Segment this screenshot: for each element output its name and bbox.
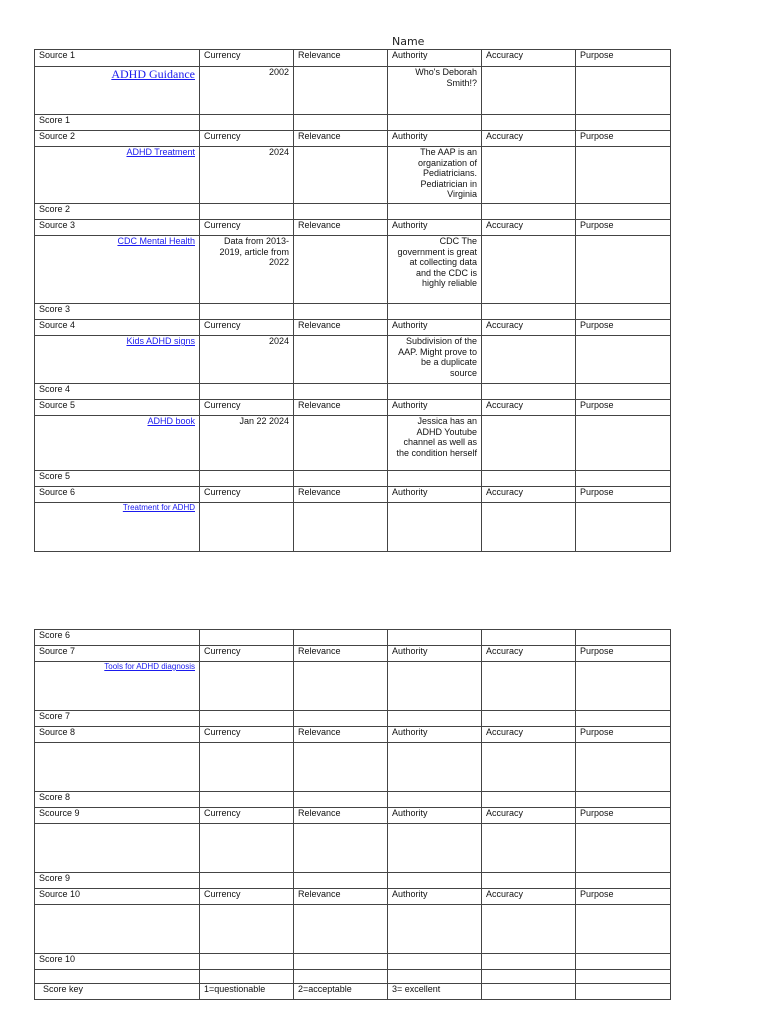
score-cell[interactable] [388, 873, 482, 889]
score-cell[interactable] [482, 792, 576, 808]
relevance-value[interactable] [294, 905, 388, 954]
accuracy-value[interactable] [482, 416, 576, 471]
authority-header: Authority [388, 220, 482, 236]
source-link[interactable]: CDC Mental Health [117, 236, 195, 246]
relevance-value[interactable] [294, 416, 388, 471]
authority-value: The AAP is an organization of Pediatricians. Pediatrician in Virginia [388, 147, 482, 204]
empty-cell [388, 970, 482, 984]
score-cell[interactable] [576, 115, 671, 131]
score-label: Score 5 [35, 471, 200, 487]
purpose-value[interactable] [576, 67, 671, 115]
source-link[interactable]: Kids ADHD signs [126, 336, 195, 346]
empty-cell [200, 970, 294, 984]
purpose-value[interactable] [576, 905, 671, 954]
score-cell[interactable] [388, 711, 482, 727]
empty-cell [294, 970, 388, 984]
relevance-header: Relevance [294, 220, 388, 236]
authority-value: Subdivision of the AAP. Might prove to be a duplicate source [388, 336, 482, 384]
empty-cell [482, 984, 576, 1000]
source-link-cell [35, 336, 200, 384]
relevance-value[interactable] [294, 147, 388, 204]
authority-value[interactable] [388, 662, 482, 711]
accuracy-header: Accuracy [482, 320, 576, 336]
score-key-questionable: 1=questionable [200, 984, 294, 1000]
score-cell[interactable] [482, 304, 576, 320]
score-cell[interactable] [576, 792, 671, 808]
currency-value: Data from 2013-2019, article from 2022 [200, 236, 294, 304]
source-link-cell[interactable] [35, 743, 200, 792]
source-label: Source 6 [35, 487, 200, 503]
currency-value: Jan 22 2024 [200, 416, 294, 471]
source-label: Source 2 [35, 131, 200, 147]
currency-value: 2024 [200, 147, 294, 204]
authority-header: Authority [388, 320, 482, 336]
score-key-excellent: 3= excellent [388, 984, 482, 1000]
score-label: Score 6 [35, 630, 200, 646]
relevance-value[interactable] [294, 336, 388, 384]
accuracy-header: Accuracy [482, 220, 576, 236]
authority-header: Authority [388, 889, 482, 905]
source-header-row [35, 320, 671, 336]
score-cell[interactable] [200, 630, 294, 646]
score-row [35, 304, 671, 320]
source-label: Source 4 [35, 320, 200, 336]
authority-value: Jessica has an ADHD Youtube channel as well as the condition herself [388, 416, 482, 471]
score-row [35, 471, 671, 487]
source-header-row [35, 808, 671, 824]
authority-header: Authority [388, 400, 482, 416]
purpose-header: Purpose [576, 320, 671, 336]
currency-header: Currency [200, 646, 294, 662]
currency-header: Currency [200, 487, 294, 503]
currency-value[interactable] [200, 503, 294, 552]
empty-cell [576, 984, 671, 1000]
source-content-row [35, 824, 671, 873]
score-label: Score 2 [35, 204, 200, 220]
source-header-row [35, 50, 671, 67]
source-link-cell [35, 416, 200, 471]
evaluation-table-page-2 [34, 629, 671, 1000]
empty-cell [35, 970, 200, 984]
source-header-row [35, 487, 671, 503]
source-header-row [35, 220, 671, 236]
accuracy-header: Accuracy [482, 50, 576, 67]
purpose-value[interactable] [576, 416, 671, 471]
source-label: Scource 9 [35, 808, 200, 824]
score-cell[interactable] [200, 471, 294, 487]
score-row [35, 630, 671, 646]
score-cell[interactable] [294, 204, 388, 220]
currency-header: Currency [200, 320, 294, 336]
score-cell[interactable] [576, 471, 671, 487]
score-label: Score 1 [35, 115, 200, 131]
score-cell[interactable] [482, 471, 576, 487]
authority-value[interactable] [388, 743, 482, 792]
score-label: Score 9 [35, 873, 200, 889]
score-cell[interactable] [388, 630, 482, 646]
currency-value: 2002 [200, 67, 294, 115]
score-row [35, 711, 671, 727]
name-label: Name [392, 35, 425, 48]
currency-header: Currency [200, 808, 294, 824]
score-cell[interactable] [200, 384, 294, 400]
relevance-value[interactable] [294, 824, 388, 873]
currency-header: Currency [200, 727, 294, 743]
score-key-label: Score key [35, 984, 200, 1000]
accuracy-header: Accuracy [482, 808, 576, 824]
relevance-header: Relevance [294, 889, 388, 905]
accuracy-header: Accuracy [482, 131, 576, 147]
purpose-header: Purpose [576, 131, 671, 147]
accuracy-header: Accuracy [482, 646, 576, 662]
authority-header: Authority [388, 50, 482, 67]
relevance-value[interactable] [294, 743, 388, 792]
currency-value[interactable] [200, 824, 294, 873]
score-cell[interactable] [482, 384, 576, 400]
authority-header: Authority [388, 487, 482, 503]
score-row [35, 873, 671, 889]
empty-cell [576, 970, 671, 984]
accuracy-header: Accuracy [482, 487, 576, 503]
currency-value: 2024 [200, 336, 294, 384]
currency-header: Currency [200, 400, 294, 416]
score-cell[interactable] [294, 304, 388, 320]
score-cell[interactable] [576, 954, 671, 970]
currency-header: Currency [200, 50, 294, 67]
source-link[interactable]: ADHD Guidance [111, 67, 195, 81]
source-label: Source 1 [35, 50, 200, 67]
score-key-acceptable: 2=acceptable [294, 984, 388, 1000]
relevance-header: Relevance [294, 50, 388, 67]
score-label: Score 4 [35, 384, 200, 400]
score-cell[interactable] [576, 711, 671, 727]
relevance-header: Relevance [294, 727, 388, 743]
score-row [35, 384, 671, 400]
source-link-cell [35, 67, 200, 115]
score-row [35, 115, 671, 131]
source-label: Source 5 [35, 400, 200, 416]
score-cell[interactable] [294, 115, 388, 131]
source-link[interactable]: Tools for ADHD diagnosis [104, 662, 195, 671]
score-cell[interactable] [294, 630, 388, 646]
empty-cell [482, 970, 576, 984]
source-content-row [35, 416, 671, 471]
score-cell[interactable] [294, 384, 388, 400]
accuracy-value[interactable] [482, 67, 576, 115]
source-header-row [35, 646, 671, 662]
purpose-value[interactable] [576, 236, 671, 304]
source-link-cell [35, 662, 200, 711]
relevance-header: Relevance [294, 487, 388, 503]
score-cell[interactable] [200, 954, 294, 970]
source-content-row [35, 662, 671, 711]
score-row [35, 954, 671, 970]
score-cell[interactable] [200, 792, 294, 808]
accuracy-value[interactable] [482, 236, 576, 304]
score-cell[interactable] [388, 204, 482, 220]
source-link-cell[interactable] [35, 905, 200, 954]
purpose-value[interactable] [576, 662, 671, 711]
relevance-value[interactable] [294, 67, 388, 115]
score-cell[interactable] [200, 115, 294, 131]
score-cell[interactable] [200, 304, 294, 320]
authority-header: Authority [388, 727, 482, 743]
score-cell[interactable] [388, 384, 482, 400]
source-content-row [35, 236, 671, 304]
score-cell[interactable] [482, 873, 576, 889]
purpose-header: Purpose [576, 646, 671, 662]
source-header-row [35, 131, 671, 147]
source-label: Source 10 [35, 889, 200, 905]
evaluation-table-page-1 [34, 49, 671, 552]
purpose-header: Purpose [576, 487, 671, 503]
score-cell[interactable] [388, 115, 482, 131]
relevance-header: Relevance [294, 646, 388, 662]
score-label: Score 3 [35, 304, 200, 320]
score-row [35, 204, 671, 220]
score-cell[interactable] [576, 384, 671, 400]
score-cell[interactable] [294, 471, 388, 487]
source-content-row [35, 147, 671, 204]
purpose-header: Purpose [576, 889, 671, 905]
score-cell[interactable] [576, 204, 671, 220]
accuracy-value[interactable] [482, 824, 576, 873]
purpose-value[interactable] [576, 824, 671, 873]
score-cell[interactable] [294, 792, 388, 808]
score-label: Score 7 [35, 711, 200, 727]
score-cell[interactable] [388, 471, 482, 487]
currency-header: Currency [200, 220, 294, 236]
accuracy-value[interactable] [482, 905, 576, 954]
currency-value[interactable] [200, 905, 294, 954]
score-cell[interactable] [576, 304, 671, 320]
source-content-row [35, 67, 671, 115]
currency-value[interactable] [200, 662, 294, 711]
score-label: Score 10 [35, 954, 200, 970]
currency-header: Currency [200, 889, 294, 905]
accuracy-header: Accuracy [482, 727, 576, 743]
source-link[interactable]: ADHD book [147, 416, 195, 426]
purpose-value[interactable] [576, 743, 671, 792]
score-cell[interactable] [482, 204, 576, 220]
source-link[interactable]: Treatment for ADHD [122, 503, 195, 512]
score-cell[interactable] [388, 304, 482, 320]
authority-value: Who's Deborah Smith!? [388, 67, 482, 115]
relevance-header: Relevance [294, 400, 388, 416]
source-label: Source 3 [35, 220, 200, 236]
relevance-header: Relevance [294, 320, 388, 336]
accuracy-value[interactable] [482, 743, 576, 792]
relevance-value[interactable] [294, 236, 388, 304]
source-content-row [35, 336, 671, 384]
source-header-row [35, 400, 671, 416]
relevance-header: Relevance [294, 808, 388, 824]
score-cell[interactable] [200, 711, 294, 727]
accuracy-value[interactable] [482, 503, 576, 552]
authority-value: CDC The government is great at collecting data and the CDC is highly reliable [388, 236, 482, 304]
source-header-row [35, 727, 671, 743]
source-link-cell [35, 503, 200, 552]
authority-value[interactable] [388, 503, 482, 552]
accuracy-header: Accuracy [482, 400, 576, 416]
purpose-value[interactable] [576, 147, 671, 204]
authority-value[interactable] [388, 905, 482, 954]
score-cell[interactable] [294, 873, 388, 889]
source-link[interactable]: ADHD Treatment [126, 147, 195, 157]
score-cell[interactable] [576, 873, 671, 889]
purpose-header: Purpose [576, 727, 671, 743]
score-label: Score 8 [35, 792, 200, 808]
score-cell[interactable] [200, 204, 294, 220]
accuracy-header: Accuracy [482, 889, 576, 905]
relevance-value[interactable] [294, 503, 388, 552]
relevance-header: Relevance [294, 131, 388, 147]
score-cell[interactable] [294, 711, 388, 727]
accuracy-value[interactable] [482, 336, 576, 384]
currency-header: Currency [200, 131, 294, 147]
score-cell[interactable] [388, 954, 482, 970]
purpose-header: Purpose [576, 50, 671, 67]
currency-value[interactable] [200, 743, 294, 792]
purpose-header: Purpose [576, 808, 671, 824]
score-row [35, 792, 671, 808]
score-cell[interactable] [200, 873, 294, 889]
score-cell[interactable] [294, 954, 388, 970]
score-cell[interactable] [482, 711, 576, 727]
source-content-row [35, 743, 671, 792]
relevance-value[interactable] [294, 662, 388, 711]
source-header-row [35, 889, 671, 905]
authority-value[interactable] [388, 824, 482, 873]
score-key-row [35, 984, 671, 1000]
score-cell[interactable] [576, 630, 671, 646]
accuracy-value[interactable] [482, 662, 576, 711]
authority-header: Authority [388, 131, 482, 147]
source-label: Source 8 [35, 727, 200, 743]
spacer-row [35, 970, 671, 984]
authority-header: Authority [388, 808, 482, 824]
purpose-value[interactable] [576, 336, 671, 384]
purpose-value[interactable] [576, 503, 671, 552]
accuracy-value[interactable] [482, 147, 576, 204]
source-label: Source 7 [35, 646, 200, 662]
source-link-cell [35, 147, 200, 204]
score-cell[interactable] [482, 954, 576, 970]
source-content-row [35, 503, 671, 552]
authority-header: Authority [388, 646, 482, 662]
score-cell[interactable] [482, 630, 576, 646]
purpose-header: Purpose [576, 220, 671, 236]
source-content-row [35, 905, 671, 954]
source-link-cell [35, 236, 200, 304]
score-cell[interactable] [388, 792, 482, 808]
purpose-header: Purpose [576, 400, 671, 416]
source-link-cell[interactable] [35, 824, 200, 873]
score-cell[interactable] [482, 115, 576, 131]
